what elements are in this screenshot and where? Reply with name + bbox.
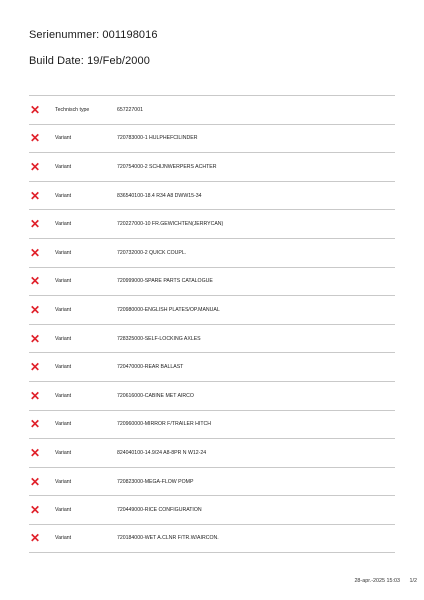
table-row (29, 95, 395, 124)
table-row (29, 467, 395, 496)
row-value: 720732000-2 QUICK COUPL. (117, 249, 187, 256)
x-mark-icon: ✕ (30, 102, 41, 117)
row-type: Variant (55, 221, 72, 228)
serial-number-heading: Serienummer: 001198016 (29, 29, 158, 41)
row-value: 720823000-MEGA-FLOW POMP (117, 478, 194, 485)
variants-table (29, 95, 395, 553)
x-mark-icon: ✕ (30, 331, 41, 346)
row-type: Variant (55, 249, 72, 256)
build-date-heading: Build Date: 19/Feb/2000 (29, 55, 150, 67)
row-value: 657227001 (117, 106, 143, 113)
table-row (29, 524, 395, 553)
row-type: Variant (55, 163, 72, 170)
x-mark-icon: ✕ (30, 217, 41, 232)
table-row (29, 495, 395, 524)
row-value: 836540100-18.4 R34 A8 DWW15-34 (117, 192, 202, 199)
table-row (29, 181, 395, 210)
x-mark-icon: ✕ (30, 474, 41, 489)
table-row (29, 381, 395, 410)
row-type: Variant (55, 449, 72, 456)
row-value: 720754000-2 SCHIJNWERPERS ACHTER (117, 163, 217, 170)
row-value: 824040100-14.9/24 A8-8PR N W12-24 (117, 449, 207, 456)
row-type: Variant (55, 278, 72, 285)
x-mark-icon: ✕ (30, 445, 41, 460)
row-type: Variant (55, 135, 72, 142)
table-row (29, 352, 395, 381)
row-value: 720616000-CABINE MET AIRCO (117, 392, 194, 399)
x-mark-icon: ✕ (30, 245, 41, 260)
x-mark-icon: ✕ (30, 503, 41, 518)
row-type: Variant (55, 392, 72, 399)
row-value: 720999000-SPARE PARTS CATALOGUE (117, 278, 213, 285)
row-type: Technisch type (55, 106, 90, 113)
row-type: Variant (55, 507, 72, 514)
table-row (29, 238, 395, 267)
row-type: Variant (55, 535, 72, 542)
row-type: Variant (55, 192, 72, 199)
x-mark-icon: ✕ (30, 531, 41, 546)
row-value: 720184000-WET A.CLNR F/TR.W/AIRCON. (117, 535, 219, 542)
x-mark-icon: ✕ (30, 388, 41, 403)
x-mark-icon: ✕ (30, 159, 41, 174)
row-type: Variant (55, 364, 72, 371)
row-type: Variant (55, 478, 72, 485)
row-value: 720470000-REAR BALLAST (117, 364, 184, 371)
row-value: 720227000-10 FR.GEWICHTEN(JERRYCAN) (117, 221, 224, 228)
table-row (29, 295, 395, 324)
table-row (29, 324, 395, 353)
table-row (29, 438, 395, 467)
row-value: 720783000-1 HULPHEFCILINDER (117, 135, 198, 142)
row-type: Variant (55, 421, 72, 428)
page-number: 1/2 (409, 578, 417, 584)
row-type: Variant (55, 335, 72, 342)
x-mark-icon: ✕ (30, 302, 41, 317)
table-row (29, 267, 395, 296)
table-row (29, 209, 395, 238)
table-row (29, 124, 395, 153)
row-value: 720449000-RICE CONFIGURATION (117, 507, 202, 514)
table-row (29, 152, 395, 181)
print-timestamp: 28-apr.-2025 15:03 (354, 578, 400, 584)
row-value: 728325000-SELF-LOCKING AXLES (117, 335, 201, 342)
x-mark-icon: ✕ (30, 417, 41, 432)
page-footer (354, 578, 417, 584)
row-value: 720960000-MIRROR F/TRAILER HITCH (117, 421, 211, 428)
x-mark-icon: ✕ (30, 360, 41, 375)
x-mark-icon: ✕ (30, 274, 41, 289)
table-row (29, 410, 395, 439)
x-mark-icon: ✕ (30, 131, 41, 146)
x-mark-icon: ✕ (30, 188, 41, 203)
row-type: Variant (55, 306, 72, 313)
row-value: 720980000-ENGLISH PLATES/OP.MANUAL (117, 306, 220, 313)
